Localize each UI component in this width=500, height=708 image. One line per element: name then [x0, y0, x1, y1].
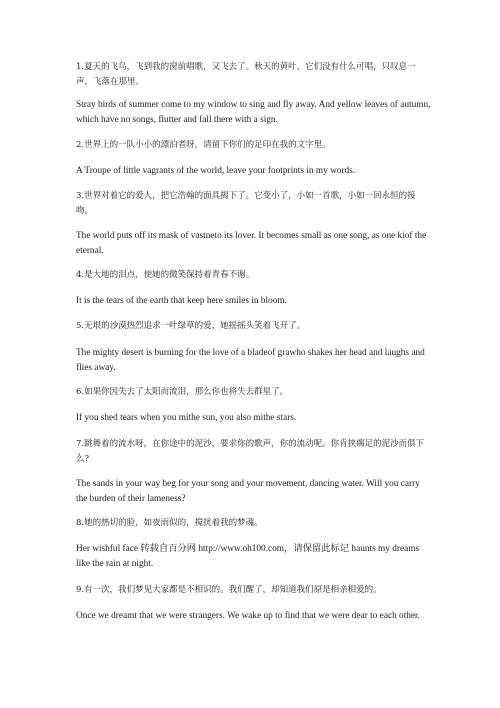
poem-6-english: If you shed tears when you mithe sun, you also mithe stars. [76, 413, 297, 423]
poem-7-english: The sands in your way beg for your song and your movement, dancing water. Will you carry the burden of their lameness? [76, 479, 420, 504]
poem-2-english: A Troupe of little vagrants of the world, leave your footprints in my words. [76, 166, 356, 176]
poem-4-chinese: 4.是大地的泪点，使她的微笑保持着青春不谢。 [76, 270, 255, 280]
poem-2-chinese: 2.世界上的一队小小的漂泊者呀，请留下你们的足印在我的文字里。 [76, 140, 331, 150]
poem-9-chinese: 9.有一次，我们梦见大家都是不相识的。我们醒了，却知道我们原是相亲相爱的。 [76, 585, 382, 595]
poem-7-chinese: 7.跳舞着的流水呀，在你途中的泥沙，要求你的歌声，你的流动呢。你肯挟瘸足的泥沙而俱下么? [76, 439, 425, 464]
poem-8-english: Her wishful face 转载自百分网 http://www.oh100.com，请保留此标记 haunts my dreams like the rain at night. [76, 544, 420, 569]
poem-3-english: The world puts off its mask of vastneto its lover. It becomes small as one song, as one kiof the eternal. [76, 231, 427, 256]
poem-1-english: Stray birds of summer come to my window to sing and fly away. And yellow leaves of autumn, which have no songs, flutter and fall there with a sign. [76, 100, 431, 125]
poem-4-english: It is the tears of the earth that keep here smiles in bloom. [76, 296, 287, 306]
poem-8-chinese: 8.她的热切的脸，如夜雨似的，搅扰着我的梦魂。 [76, 518, 263, 528]
poem-9-english: Once we dreamt that we were strangers. We wake up to find that we were dear to each other. [76, 611, 420, 621]
poem-6-chinese: 6.如果你因失去了太阳而流泪，那么你也将失去群星了。 [76, 387, 289, 397]
poem-1-chinese: 1.夏天的飞鸟，飞到我的窗前唱歌，又飞去了。秋天的黄叶，它们没有什么可唱，只叹息一声，飞落在那里。 [76, 62, 416, 87]
poem-5-chinese: 5.无垠的沙漠热烈追求一叶绿草的爱，她摇摇头笑着飞开了。 [76, 321, 306, 331]
poem-5-english: The mighty desert is burning for the love of a bladeof grawho shakes her head and laughs and flies away. [76, 348, 425, 373]
poem-3-chinese: 3.世界对着它的爱人，把它浩翰的面具揭下了。它变小了，小如一首歌，小如一回永恒的接吻。 [76, 191, 416, 216]
